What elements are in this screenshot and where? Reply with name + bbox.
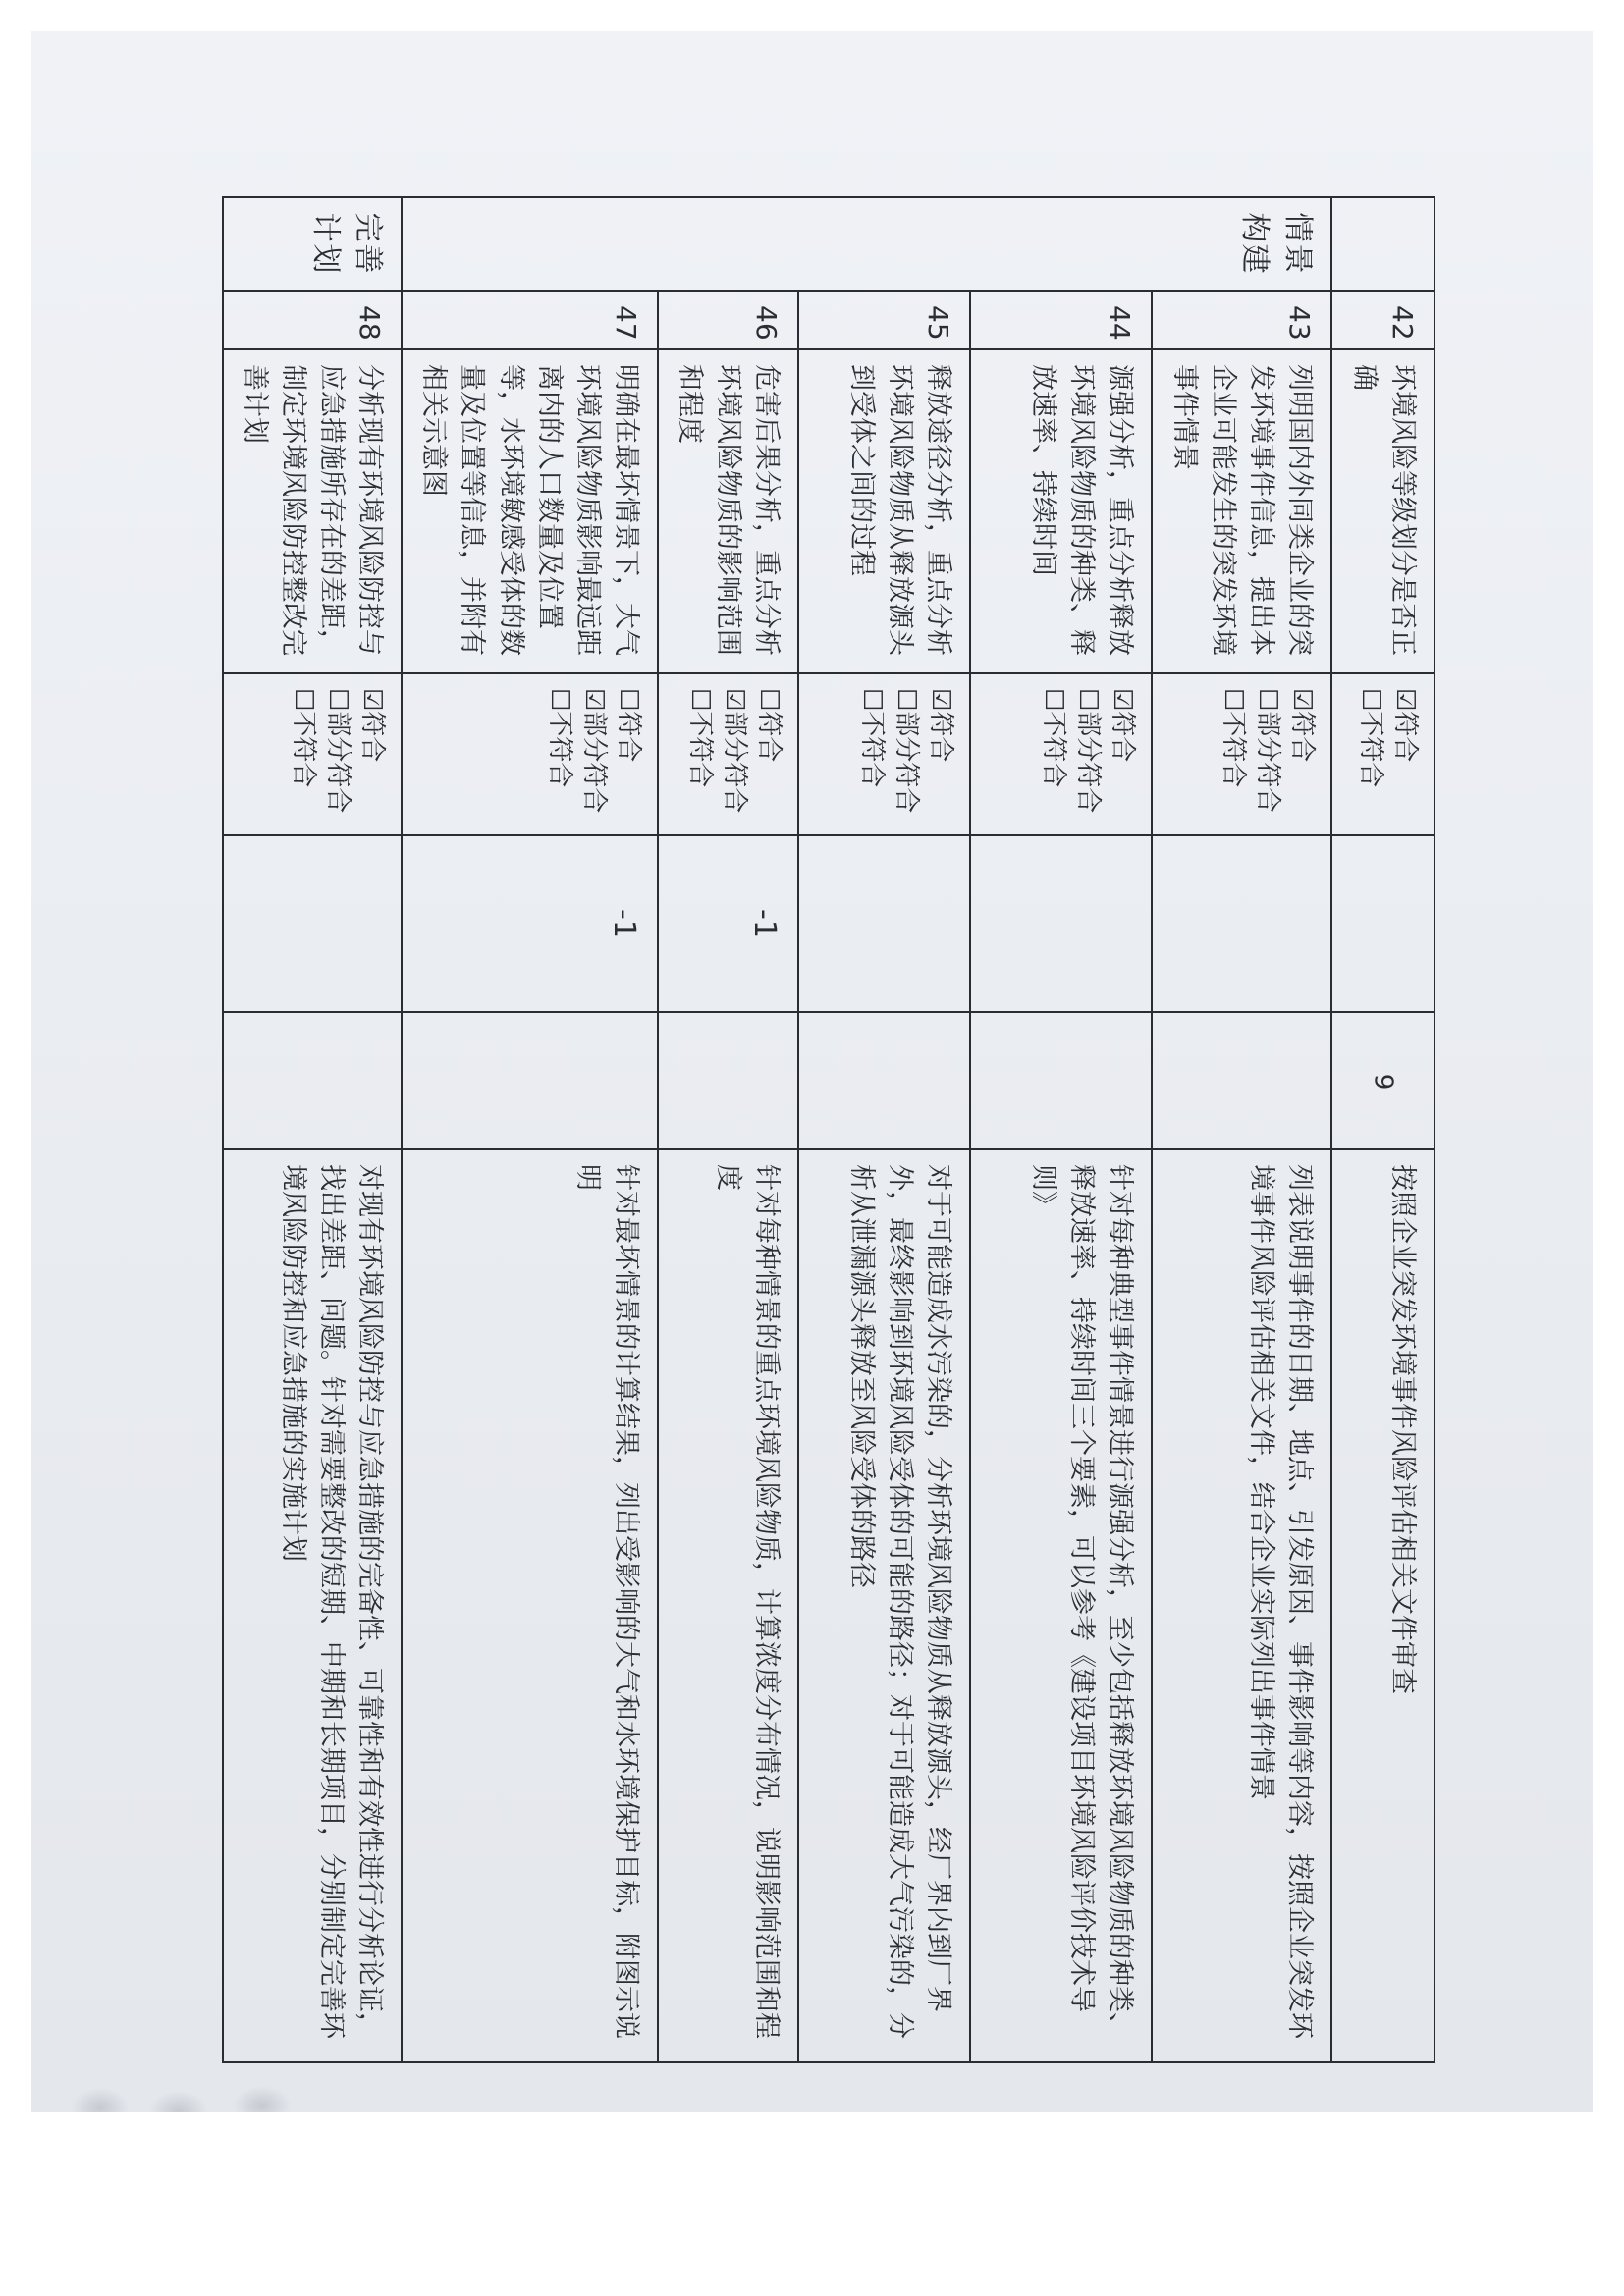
option-unchecked: ☐不符合 (1355, 688, 1385, 788)
scan-smudge (71, 2088, 130, 2112)
guide-cell: 对于可能造成水污染的，分析环境风险物质从释放源头，经厂界内到厂界外，最终影响到环境风险受体的可能的路径；对于可能造成大气污染的，分析从泄漏源头释放至风险受体的路径 (798, 1149, 970, 2062)
option-item: ☐不符合 (857, 688, 888, 788)
category-cell (1331, 197, 1435, 291)
guide-cell: 列表说明事件的日期、地点、引发原因、事件影响等内容，按照企业突发环境事件风险评估相关文件，结合企业实际列出事件情景 (1152, 1149, 1331, 2062)
guide-cell: 针对每种典型事件情景进行源强分析，至少包括释放环境风险物质的种类、释放速率、持续时间三个要素，可以参考《建设项目环境风险评价技术导则》 (970, 1149, 1152, 2062)
option-item: ☐符合 (614, 688, 644, 763)
item-cell: 源强分析，重点分析释放环境风险物质的种类、释放速率、持续时间 (970, 349, 1152, 673)
options-cell (1152, 673, 1331, 835)
row-number: 42 (1331, 291, 1435, 349)
row-number: 48 (223, 291, 403, 349)
table-row (1152, 197, 1331, 2062)
option-item: ☐部分符合 (1252, 688, 1282, 814)
options-cell (1331, 673, 1435, 835)
option-item: ☑符合 (357, 688, 388, 763)
item-cell: 环境风险等级划分是否正确 (1331, 349, 1435, 673)
score-cell: -1 (402, 835, 658, 1012)
table-row (970, 197, 1152, 2062)
scan-smudge (149, 2091, 208, 2112)
options-cell (970, 673, 1152, 835)
option-item: ☐不符合 (288, 688, 318, 788)
item-cell: 危害后果分析，重点分析环境风险物质的影响范围和程度 (658, 349, 798, 673)
remark-cell (223, 1012, 403, 1149)
options-cell (402, 673, 658, 835)
scan-smudge (233, 2086, 292, 2112)
guide-cell: 按照企业突发环境事件风险评估相关文件审查 (1331, 1149, 1435, 2062)
guide-cell: 针对每种情景的重点环境风险物质，计算浓度分布情况，说明影响范围和程度 (658, 1149, 798, 2062)
rotated-document (208, 196, 1435, 2061)
guide-cell: 对现有环境风险防控与应急措施的完备性、可靠性和有效性进行分析论证，找出差距、问题。针对需要整改的短期、中期和长期项目，分别制定完善环境风险防控和应急措施的实施计划 (223, 1149, 403, 2062)
option-item: ☐部分符合 (1073, 688, 1104, 814)
table-row (402, 197, 658, 2062)
option-item: ☐不符合 (544, 688, 574, 788)
option-item: ☑符合 (1108, 688, 1138, 763)
item-cell: 明确在最坏情景下，大气环境风险物质影响最远距离内的人口数量及位置等，水环境敏感受体的数量及位置等信息，并附有相关示意图 (402, 349, 658, 673)
remark-cell (798, 1012, 970, 1149)
option-item: ☑部分符合 (578, 688, 609, 814)
category-cell: 完善计划 (223, 197, 403, 291)
score-cell (798, 835, 970, 1012)
row-number: 47 (402, 291, 658, 349)
score-cell (1331, 835, 1435, 1012)
option-item: ☐不符合 (1218, 688, 1248, 788)
row-number: 44 (970, 291, 1152, 349)
score-cell (970, 835, 1152, 1012)
remark-cell (402, 1012, 658, 1149)
item-cell: 释放途径分析，重点分析环境风险物质从释放源头到受体之间的过程 (798, 349, 970, 673)
remark-cell (970, 1012, 1152, 1149)
score-cell (223, 835, 403, 1012)
options-cell (798, 673, 970, 835)
options-cell (223, 673, 403, 835)
photographed-page (31, 31, 1593, 2112)
page-number: 9 (1368, 1073, 1398, 1091)
category-cell: 情景构建 (402, 197, 1331, 291)
item-cell: 列明国内外同类企业的突发环境事件信息，提出本企业可能发生的突发环境事件情景 (1152, 349, 1331, 673)
option-item: ☐部分符合 (892, 688, 922, 814)
table-row (1331, 197, 1435, 2062)
table-row (798, 197, 970, 2062)
option-item: ☐部分符合 (323, 688, 353, 814)
table-row (658, 197, 798, 2062)
review-table (222, 196, 1435, 2063)
option-item: ☐不符合 (685, 688, 716, 788)
item-cell: 分析现有环境风险防控与应急措施所存在的差距，制定环境风险防控整改完善计划 (223, 349, 403, 673)
option-item: ☑符合 (1287, 688, 1317, 763)
score-cell: -1 (658, 835, 798, 1012)
row-number: 43 (1152, 291, 1331, 349)
row-number: 46 (658, 291, 798, 349)
options-cell (658, 673, 798, 835)
option-item: ☐符合 (754, 688, 785, 763)
option-item: ☐不符合 (1039, 688, 1069, 788)
remark-cell (658, 1012, 798, 1149)
score-cell (1152, 835, 1331, 1012)
option-checked: ☑符合 (1390, 688, 1420, 763)
guide-cell: 针对最坏情景的计算结果，列出受影响的大气和水环境保护目标，附图示说明 (402, 1149, 658, 2062)
table-row (223, 197, 403, 2062)
row-number: 45 (798, 291, 970, 349)
remark-cell (1152, 1012, 1331, 1149)
option-item: ☑符合 (926, 688, 956, 763)
option-item: ☑部分符合 (720, 688, 750, 814)
